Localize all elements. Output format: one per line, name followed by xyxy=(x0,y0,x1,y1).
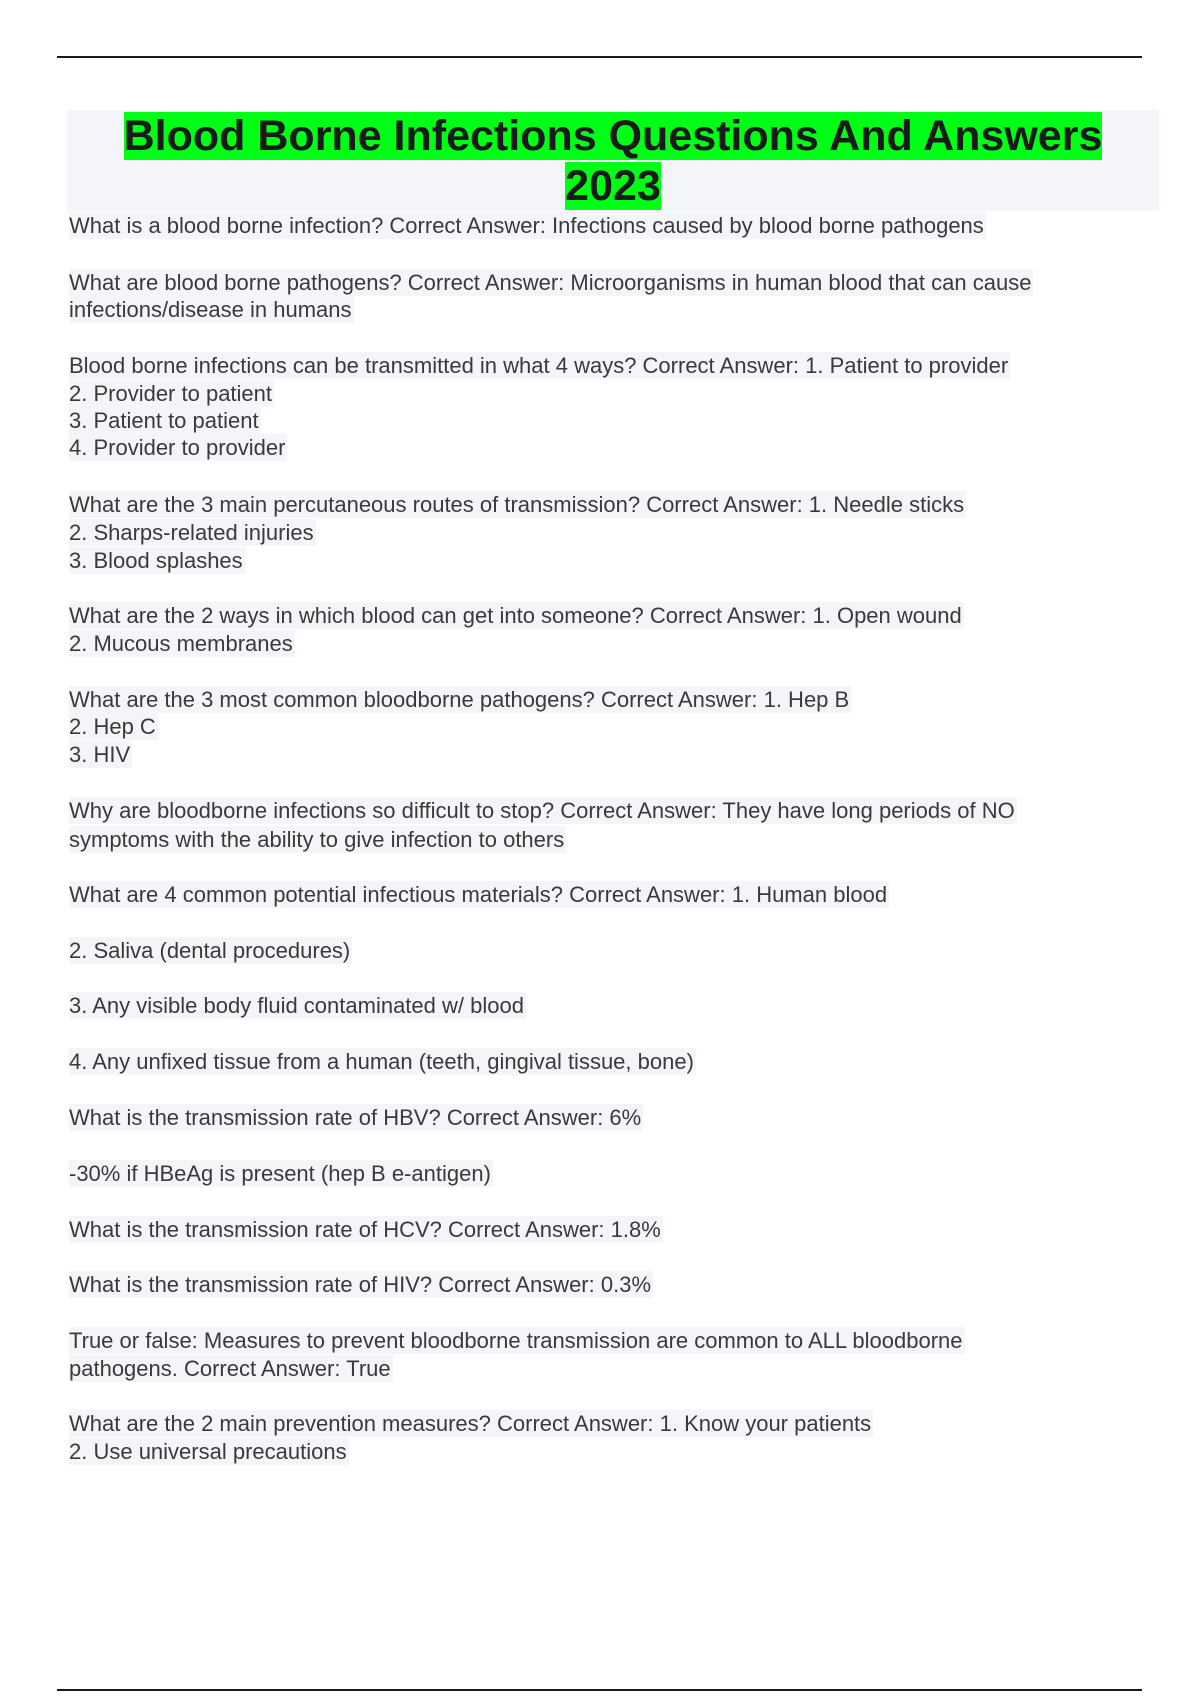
qa-line: 2. Hep C xyxy=(69,714,156,739)
qa-line: True or false: Measures to prevent bloodborne transmission are common to ALL bloodborne xyxy=(69,1328,963,1353)
qa-line: 2. Sharps-related injuries xyxy=(69,520,314,545)
qa-line: What are blood borne pathogens? Correct Answer: Microorganisms in human blood that can cause xyxy=(69,270,1032,295)
qa-line: infections/disease in humans xyxy=(69,297,352,322)
qa-line: 3. Any visible body fluid contaminated w/ blood xyxy=(69,993,524,1018)
qa-line: What are the 3 most common bloodborne pathogens? Correct Answer: 1. Hep B xyxy=(69,687,850,712)
qa-line: 2. Use universal precautions xyxy=(69,1439,347,1464)
qa-line: What is the transmission rate of HCV? Correct Answer: 1.8% xyxy=(69,1217,661,1242)
qa-line: 4. Any unfixed tissue from a human (teeth, gingival tissue, bone) xyxy=(69,1049,694,1074)
header-rule xyxy=(57,56,1142,58)
qa-line: What is the transmission rate of HIV? Correct Answer: 0.3% xyxy=(69,1272,652,1297)
qa-line: 3. Blood splashes xyxy=(69,548,243,573)
qa-line: What is the transmission rate of HBV? Correct Answer: 6% xyxy=(69,1105,642,1130)
page-title xyxy=(124,111,1103,211)
qa-line: 2. Saliva (dental procedures) xyxy=(69,938,351,963)
qa-line: 3. Patient to patient xyxy=(69,408,259,433)
title-block xyxy=(67,110,1159,211)
qa-line: 3. HIV xyxy=(69,742,131,767)
qa-line: 4. Provider to provider xyxy=(69,435,286,460)
qa-line: What are the 2 ways in which blood can get into someone? Correct Answer: 1. Open wound xyxy=(69,603,962,628)
qa-line: What are the 2 main prevention measures? Correct Answer: 1. Know your patients xyxy=(69,1411,872,1436)
qa-line: pathogens. Correct Answer: True xyxy=(69,1356,391,1381)
title-line-1: Blood Borne Infections Questions And Answers xyxy=(123,112,1103,160)
qa-line: 2. Mucous membranes xyxy=(69,631,293,656)
title-line-2: 2023 xyxy=(565,162,661,210)
qa-line: What are 4 common potential infectious materials? Correct Answer: 1. Human blood xyxy=(69,882,888,907)
qa-line: symptoms with the ability to give infection to others xyxy=(69,827,565,852)
qa-line: Why are bloodborne infections so difficult to stop? Correct Answer: They have long periods of NO xyxy=(69,798,1015,823)
qa-line: Blood borne infections can be transmitted in what 4 ways? Correct Answer: 1. Patient to provider xyxy=(69,353,1009,378)
qa-line: -30% if HBeAg is present (hep B e-antigen) xyxy=(69,1161,491,1186)
footer-rule xyxy=(57,1689,1142,1691)
qa-line: What are the 3 main percutaneous routes of transmission? Correct Answer: 1. Needle sticks xyxy=(69,492,965,517)
qa-line: What is a blood borne infection? Correct Answer: Infections caused by blood borne pathogens xyxy=(69,213,984,238)
qa-line: 2. Provider to patient xyxy=(69,381,273,406)
